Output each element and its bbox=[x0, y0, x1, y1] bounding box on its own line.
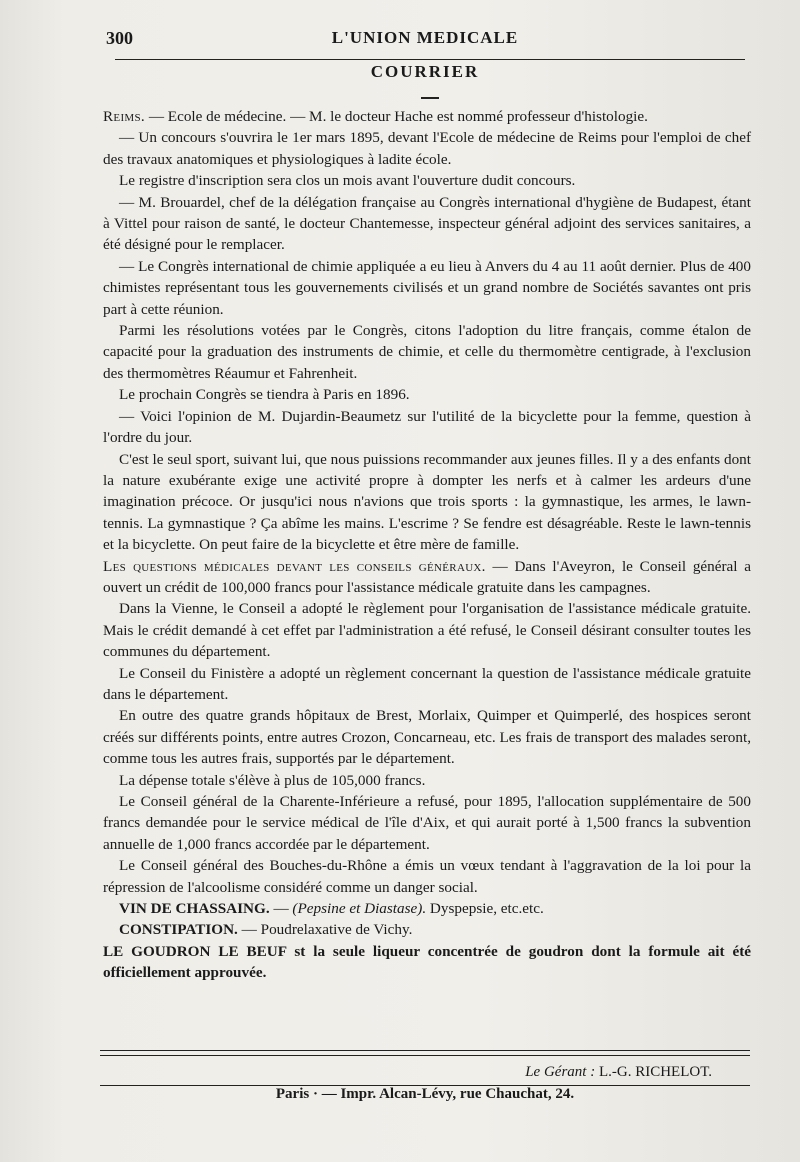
header-rule bbox=[115, 59, 745, 60]
paragraph-text: — Voici l'opinion de M. Dujardin-Beaumetz sur l'utilité de la bicyclette pour la femme, question à l'ordre du jour. bbox=[103, 407, 751, 447]
paragraph bbox=[103, 127, 751, 170]
paragraph-text: Le Conseil général de la Charente-Inférieure a refusé, pour 1895, l'allocation supplémentaire de 500 francs demandée pour le service médical de l'île d'Aix, et qui aurait porté à 1,500 francs la subvention annuelle de 1,000 francs accordée par le département. bbox=[103, 793, 751, 853]
paragraph bbox=[103, 406, 751, 449]
paragraph bbox=[103, 556, 751, 599]
paragraph bbox=[103, 855, 751, 898]
advert-name: CONSTIPATION. bbox=[119, 921, 238, 939]
paragraph bbox=[103, 320, 751, 384]
paragraph-text: — Dans l'Aveyron, le Conseil général a ouvert un crédit de 100,000 francs pour l'assistance médicale gratuite dans les campagnes. bbox=[103, 557, 751, 596]
section-rule bbox=[421, 97, 439, 99]
paragraph bbox=[103, 770, 751, 791]
advert-name: LE GOUDRON LE BEUF bbox=[103, 942, 287, 960]
advert-constipation bbox=[103, 919, 751, 940]
footer-double-rule bbox=[100, 1050, 750, 1056]
paragraph-lead: Reims. bbox=[103, 108, 146, 125]
paragraph-text: Le Conseil du Finistère a adopté un règlement concernant la question de l'assistance médicale gratuite dans le département. bbox=[103, 664, 751, 703]
paragraph-text: — Un concours s'ouvrira le 1er mars 1895, devant l'Ecole de médecine de Reims pour l'emploi de chef des travaux anatomiques et physiologiques à ladite école. bbox=[103, 129, 751, 168]
gerant-label: Le Gérant : bbox=[525, 1064, 596, 1080]
advert-paren: (Pepsine et Diastase). bbox=[292, 900, 427, 918]
paragraph bbox=[103, 791, 751, 855]
section-title: COURRIER bbox=[370, 62, 480, 81]
advert-tail: — Poudrelaxative de Vichy. bbox=[237, 921, 413, 939]
paragraph bbox=[103, 449, 751, 556]
paragraph-text: — Le Congrès international de chimie appliquée a eu lieu à Anvers du 4 au 11 août dernier. Plus de 400 chimistes représentant tous les gouvernements civilisés et un grand nombre de Sociétés savantes ont pris part à cette réunion. bbox=[103, 257, 751, 318]
advert-tail: st la seule liqueur concentrée de goudron dont la formule ait été officiellement approuvée. bbox=[103, 942, 752, 982]
advert-goudron bbox=[103, 941, 751, 984]
paragraph bbox=[103, 663, 751, 706]
paragraph bbox=[103, 705, 751, 769]
paragraph-text: Parmi les résolutions votées par le Congrès, citons l'adoption du litre français, comme étalon de capacité pour la graduation des instruments de chimie, et celle du thermomètre centigrade, à l'exclusion des thermomètres Réaumur et Fahrenheit. bbox=[103, 322, 751, 382]
paragraph-text: — M. Brouardel, chef de la délégation française au Congrès international d'hygiène de Budapest, étant à Vittel pour raison de santé, le docteur Chantemesse, inspecteur général adjoint des services sanitaires, a été désigné pour le remplacer. bbox=[103, 193, 751, 254]
journal-title: L'UNION MEDICALE bbox=[331, 28, 519, 47]
paragraph-text: — Ecole de médecine. — M. le docteur Hache est nommé professeur d'histologie. bbox=[145, 108, 648, 125]
paragraph-text: C'est le seul sport, suivant lui, que nous puissions recommander aux jeunes filles. Il y a des enfants dont la nature exubérante exige une activité propre à dompter les nerfs et à calmer les ardeurs d'une imagination précoce. Or jusqu'ici nous n'avions que trois sports : la gymnastique, les armes, le lawn-tennis. La gymnastique ? Ça abîme les mains. L'escrime ? Se fendre est désagréable. Reste le lawn-tennis et la bicyclette. On peut faire de la bicyclette et être mère de famille. bbox=[103, 450, 751, 554]
paragraph bbox=[103, 170, 751, 191]
running-head bbox=[100, 28, 750, 50]
paragraph-text: En outre des quatre grands hôpitaux de Brest, Morlaix, Quimper et Quimperlé, des hospices seront créés sur différents points, entre autres Crozon, Concarneau, etc. Les frais de transport des malades seront, comme tous les autres frais, supportés par le département. bbox=[103, 707, 751, 768]
paragraph-text: Le registre d'inscription sera clos un mois avant l'ouverture dudit concours. bbox=[119, 172, 576, 190]
advert-dash: — bbox=[269, 900, 293, 918]
paragraph-lead: Les questions médicales devant les conseils généraux. bbox=[103, 557, 486, 575]
paragraph bbox=[103, 598, 751, 662]
paragraph bbox=[103, 384, 751, 405]
paragraph-text: Dans la Vienne, le Conseil a adopté le règlement pour l'organisation de l'assistance médicale gratuite. Mais le crédit demandé à cet effet par l'administration a été refusé, le Conseil désirant consulter toutes les communes du département. bbox=[103, 600, 751, 661]
article-body bbox=[103, 106, 751, 984]
paragraph bbox=[103, 192, 751, 256]
gerant-name: L.-G. RICHELOT. bbox=[595, 1064, 712, 1080]
page-number: 300 bbox=[106, 28, 133, 48]
advert-name: VIN DE CHASSAING. bbox=[119, 900, 270, 918]
advert-tail: Dyspepsie, etc.etc. bbox=[426, 900, 544, 918]
paragraph-text: Le Conseil général des Bouches-du-Rhône a émis un vœux tendant à l'aggravation de la loi pour la répression de l'alcoolisme considéré comme un danger social. bbox=[103, 857, 751, 896]
paragraph bbox=[103, 106, 751, 127]
printer-imprint: Paris · — Impr. Alcan-Lévy, rue Chauchat, 24. bbox=[275, 1086, 575, 1102]
advert-vin-chassaing bbox=[103, 898, 751, 919]
paragraph-text: Le prochain Congrès se tiendra à Paris en 1896. bbox=[119, 386, 410, 404]
paragraph-text: La dépense totale s'élève à plus de 105,000 francs. bbox=[119, 771, 426, 789]
paragraph bbox=[103, 256, 751, 320]
gerant-line bbox=[525, 1064, 712, 1081]
